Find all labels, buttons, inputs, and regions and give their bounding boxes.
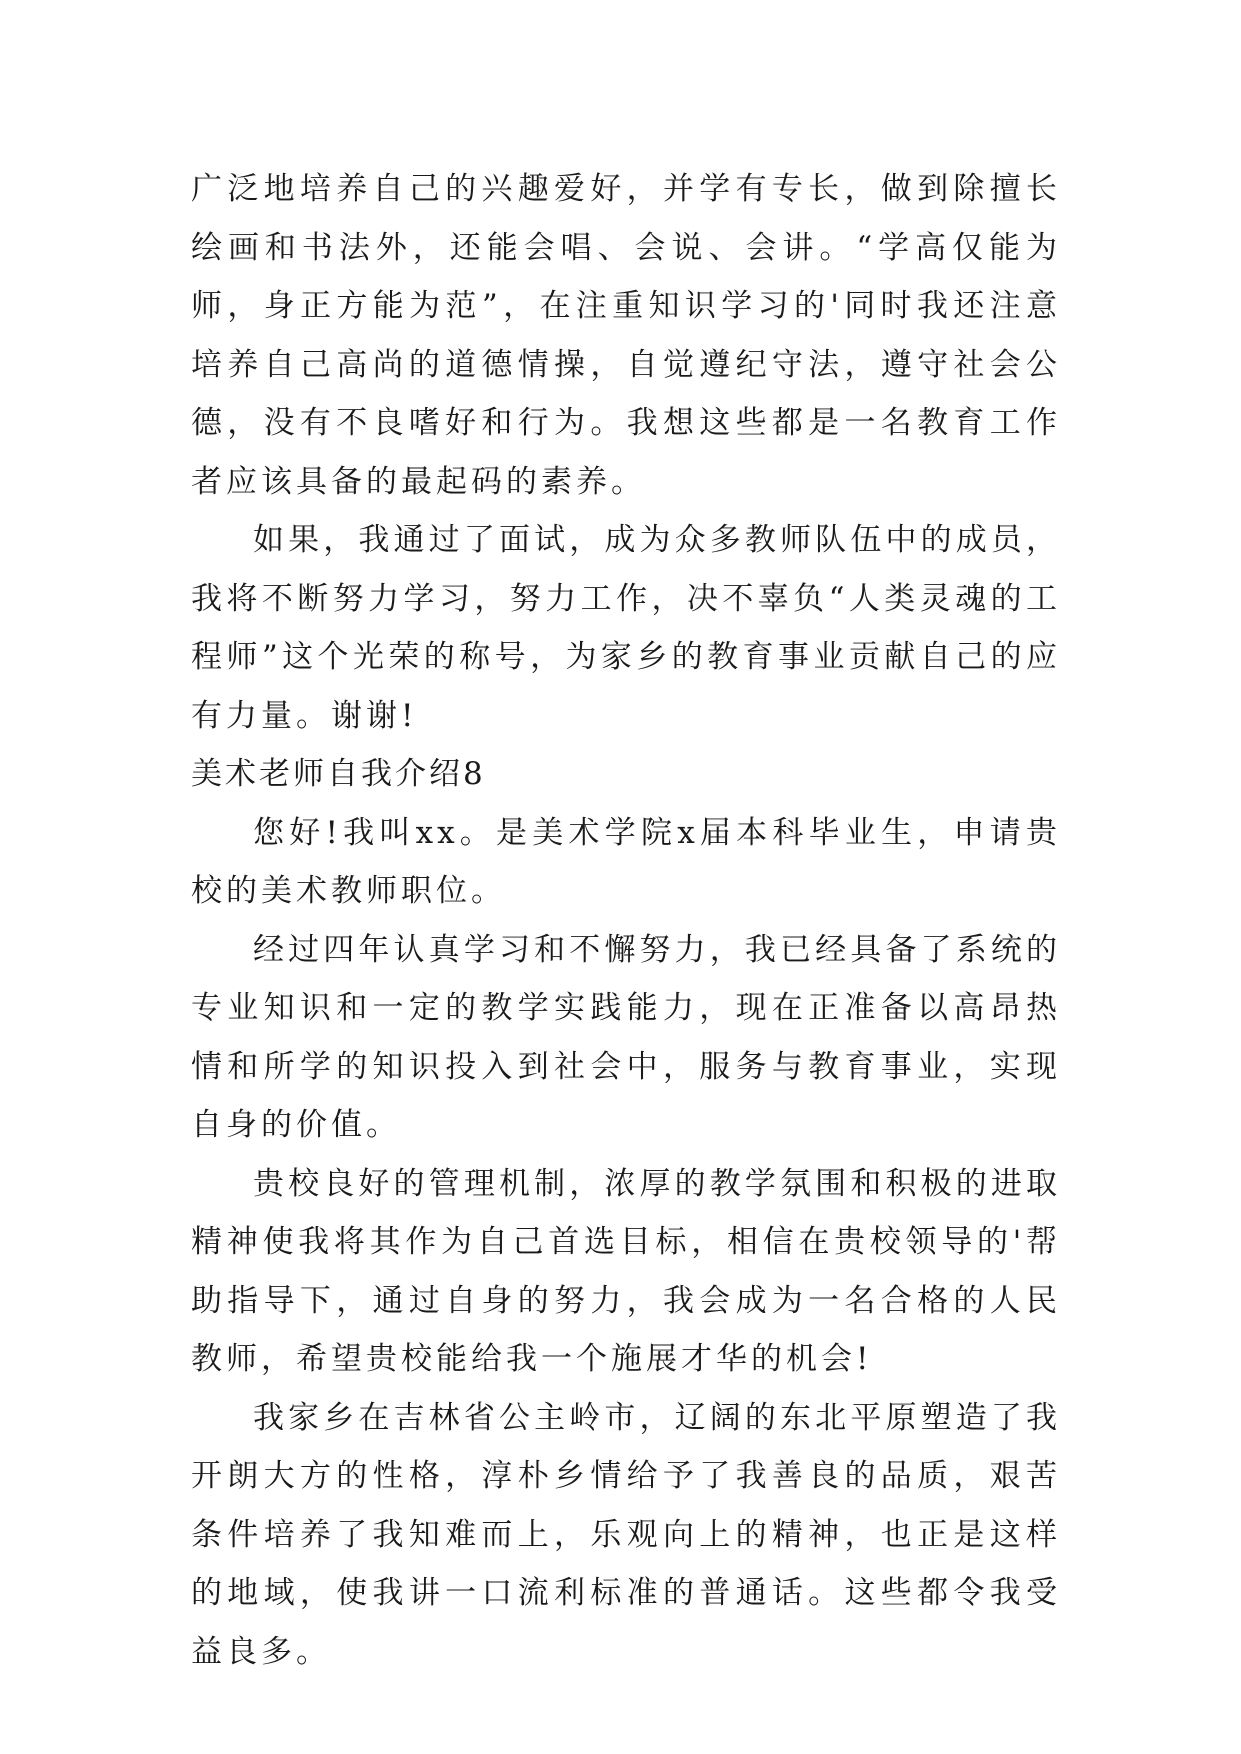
paragraph-study: 经过四年认真学习和不懈努力，我已经具备了系统的专业知识和一定的教学实践能力，现在正准备以高昂热情和所学的知识投入到社会中，服务与教育事业，实现自身的价值。 [191, 931, 1061, 1143]
paragraph-interview-closing: 如果，我通过了面试，成为众多教师队伍中的成员，我将不断努力学习，努力工作，决不辜负“人类灵魂的工程师”这个光荣的称号，为家乡的教育事业贡献自己的应有力量。谢谢! [191, 522, 1061, 734]
paragraph-greeting: 您好!我叫xx。是美术学院x届本科毕业生，申请贵校的美术教师职位。 [191, 814, 1061, 909]
paragraph-hometown: 我家乡在吉林省公主岭市，辽阔的东北平原塑造了我开朗大方的性格，淳朴乡情给予了我善良的品质，艰苦条件培养了我知难而上，乐观向上的精神，也正是这样的地域，使我讲一口流利标准的普通话。这些都令我受益良多。 [191, 1399, 1061, 1670]
document-body [191, 160, 1061, 1681]
paragraph-interests: 广泛地培养自己的兴趣爱好，并学有专长，做到除擅长绘画和书法外，还能会唱、会说、会讲。“学高仅能为师，身正方能为范”，在注重知识学习的'同时我还注意培养自己高尚的道德情操，自觉遵纪守法，遵守社会公德，没有不良嗜好和行为。我想这些都是一名教育工作者应该具备的最起码的素养。 [191, 171, 1061, 500]
paragraph-school: 贵校良好的管理机制，浓厚的教学氛围和积极的进取精神使我将其作为自己首选目标，相信在贵校领导的'帮助指导下，通过自身的努力，我会成为一名合格的人民教师，希望贵校能给我一个施展才华的机会! [191, 1165, 1061, 1377]
section-title: 美术老师自我介绍8 [191, 756, 486, 792]
